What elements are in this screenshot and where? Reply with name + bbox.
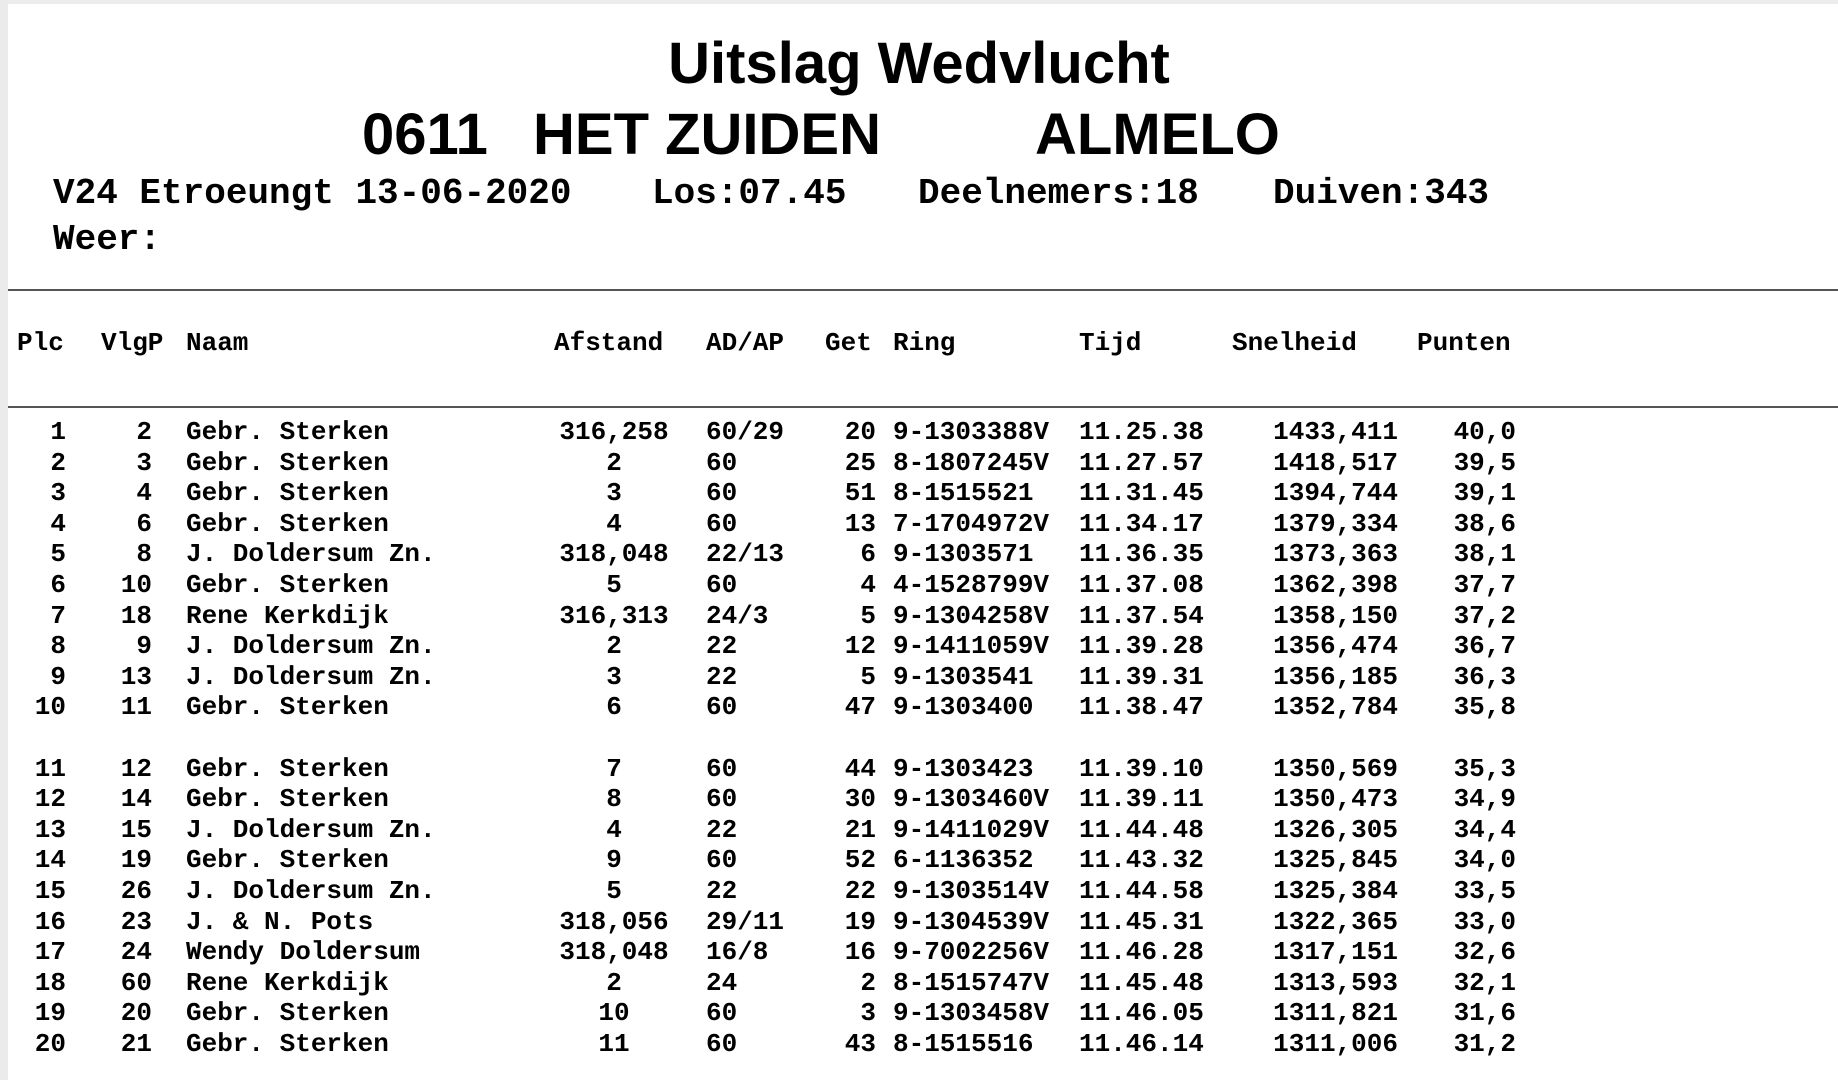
cell-punten: 35,3 bbox=[1453, 753, 1516, 784]
cell-plc: 9 bbox=[50, 661, 66, 692]
cell-plc: 11 bbox=[34, 753, 66, 784]
cell-plc: 18 bbox=[34, 967, 66, 998]
club-name: HET ZUIDEN bbox=[533, 102, 881, 167]
cell-tijd: 11.37.08 bbox=[1079, 569, 1204, 600]
cell-snelheid: 1394,744 bbox=[1273, 478, 1398, 509]
participants-count: Deelnemers:18 bbox=[918, 173, 1199, 214]
cell-vlgp: 18 bbox=[120, 600, 152, 631]
cell-get: 44 bbox=[844, 753, 876, 784]
cell-punten: 31,6 bbox=[1453, 998, 1516, 1029]
cell-vlgp: 60 bbox=[120, 967, 152, 998]
cell-vlgp: 11 bbox=[120, 692, 152, 723]
cell-snelheid: 1358,150 bbox=[1273, 600, 1398, 631]
cell-vlgp: 13 bbox=[120, 661, 152, 692]
table-row bbox=[0, 692, 1838, 723]
cell-plc: 12 bbox=[34, 784, 66, 815]
club-code: 0611 bbox=[362, 102, 488, 167]
cell-get: 13 bbox=[844, 508, 876, 539]
cell-ring: 8-1807245V bbox=[893, 447, 1050, 478]
cell-punten: 39,5 bbox=[1453, 447, 1516, 478]
cell-snelheid: 1317,151 bbox=[1273, 937, 1398, 968]
col-header-plc: Plc bbox=[17, 328, 64, 358]
cell-punten: 33,5 bbox=[1453, 875, 1516, 906]
cell-punten: 37,2 bbox=[1453, 600, 1516, 631]
cell-tijd: 11.39.11 bbox=[1079, 784, 1204, 815]
cell-afstand: 10 bbox=[598, 998, 630, 1029]
cell-ring: 6-1136352 bbox=[893, 845, 1034, 876]
table-divider bbox=[8, 406, 1838, 408]
table-row bbox=[0, 754, 1838, 785]
cell-tijd: 11.46.05 bbox=[1079, 998, 1204, 1029]
cell-tijd: 11.46.28 bbox=[1079, 937, 1204, 968]
cell-punten: 40,0 bbox=[1453, 417, 1516, 447]
cell-get: 22 bbox=[844, 875, 876, 906]
cell-adap: 22 bbox=[706, 661, 738, 692]
cell-afstand: 11 bbox=[598, 1028, 630, 1059]
cell-snelheid: 1373,363 bbox=[1273, 539, 1398, 570]
cell-snelheid: 1352,784 bbox=[1273, 692, 1398, 723]
table-row bbox=[0, 876, 1838, 907]
cell-adap: 24 bbox=[706, 967, 738, 998]
table-row bbox=[0, 998, 1838, 1029]
cell-tijd: 11.34.17 bbox=[1079, 508, 1204, 539]
cell-tijd: 11.44.48 bbox=[1079, 814, 1204, 845]
cell-vlgp: 21 bbox=[120, 1028, 152, 1059]
table-row bbox=[0, 448, 1838, 479]
cell-get: 6 bbox=[860, 539, 876, 570]
cell-naam: Gebr. Sterken bbox=[186, 845, 389, 876]
col-header-ring: Ring bbox=[893, 328, 956, 358]
cell-afstand: 8 bbox=[606, 784, 622, 815]
cell-tijd: 11.45.31 bbox=[1079, 906, 1204, 937]
cell-punten: 38,6 bbox=[1453, 508, 1516, 539]
cell-ring: 9-1303458V bbox=[893, 998, 1050, 1029]
cell-naam: J. & N. Pots bbox=[186, 906, 374, 937]
table-row bbox=[0, 570, 1838, 601]
cell-snelheid: 1325,845 bbox=[1273, 845, 1398, 876]
cell-plc: 13 bbox=[34, 814, 66, 845]
page-title: Uitslag Wedvlucht bbox=[668, 31, 1170, 96]
cell-adap: 60 bbox=[706, 998, 738, 1029]
table-row bbox=[0, 509, 1838, 540]
table-row bbox=[0, 662, 1838, 693]
cell-adap: 60 bbox=[706, 784, 738, 815]
cell-snelheid: 1350,569 bbox=[1273, 753, 1398, 784]
cell-tijd: 11.37.54 bbox=[1079, 600, 1204, 631]
cell-get: 20 bbox=[844, 417, 876, 447]
cell-naam: J. Doldersum Zn. bbox=[186, 661, 436, 692]
cell-get: 3 bbox=[860, 998, 876, 1029]
cell-adap: 60 bbox=[706, 447, 738, 478]
cell-ring: 9-1303423 bbox=[893, 753, 1034, 784]
cell-adap: 60 bbox=[706, 569, 738, 600]
cell-punten: 33,0 bbox=[1453, 906, 1516, 937]
cell-punten: 34,9 bbox=[1453, 784, 1516, 815]
table-row bbox=[0, 478, 1838, 509]
cell-ring: 9-1303541 bbox=[893, 661, 1034, 692]
cell-ring: 9-1303388V bbox=[893, 417, 1050, 447]
cell-naam: Gebr. Sterken bbox=[186, 447, 389, 478]
cell-punten: 39,1 bbox=[1453, 478, 1516, 509]
pigeons-count: Duiven:343 bbox=[1273, 173, 1490, 214]
cell-adap: 22 bbox=[706, 631, 738, 662]
table-row bbox=[0, 968, 1838, 999]
cell-naam: Gebr. Sterken bbox=[186, 478, 389, 509]
cell-plc: 17 bbox=[34, 937, 66, 968]
cell-plc: 19 bbox=[34, 998, 66, 1029]
cell-punten: 34,0 bbox=[1453, 845, 1516, 876]
col-header-get: Get bbox=[825, 328, 872, 358]
cell-afstand: 2 bbox=[606, 967, 622, 998]
cell-ring: 4-1528799V bbox=[893, 569, 1050, 600]
cell-ring: 9-1411029V bbox=[893, 814, 1050, 845]
cell-adap: 29/11 bbox=[706, 906, 785, 937]
table-row bbox=[0, 845, 1838, 876]
cell-ring: 9-1411059V bbox=[893, 631, 1050, 662]
document-top-border bbox=[0, 0, 1838, 4]
cell-punten: 32,6 bbox=[1453, 937, 1516, 968]
cell-vlgp: 24 bbox=[120, 937, 152, 968]
cell-adap: 60 bbox=[706, 1028, 738, 1059]
col-header-punten: Punten bbox=[1417, 328, 1511, 358]
cell-naam: Gebr. Sterken bbox=[186, 784, 389, 815]
cell-ring: 9-1303460V bbox=[893, 784, 1050, 815]
cell-tijd: 11.39.10 bbox=[1079, 753, 1204, 784]
cell-vlgp: 14 bbox=[120, 784, 152, 815]
cell-vlgp: 10 bbox=[120, 569, 152, 600]
cell-naam: Gebr. Sterken bbox=[186, 508, 389, 539]
cell-plc: 2 bbox=[50, 447, 66, 478]
cell-afstand: 6 bbox=[606, 692, 622, 723]
cell-adap: 22 bbox=[706, 814, 738, 845]
cell-tijd: 11.39.28 bbox=[1079, 631, 1204, 662]
cell-plc: 14 bbox=[34, 845, 66, 876]
cell-snelheid: 1325,384 bbox=[1273, 875, 1398, 906]
table-row bbox=[0, 815, 1838, 846]
cell-adap: 60/29 bbox=[706, 417, 785, 447]
col-header-snelheid: Snelheid bbox=[1232, 328, 1357, 358]
cell-vlgp: 3 bbox=[136, 447, 152, 478]
cell-get: 12 bbox=[844, 631, 876, 662]
cell-ring: 9-1303514V bbox=[893, 875, 1050, 906]
weather-label: Weer: bbox=[53, 219, 162, 260]
col-header-tijd: Tijd bbox=[1079, 328, 1142, 358]
cell-ring: 9-1304258V bbox=[893, 600, 1050, 631]
cell-ring: 9-1303571 bbox=[893, 539, 1034, 570]
cell-get: 47 bbox=[844, 692, 876, 723]
header-divider bbox=[8, 289, 1838, 291]
cell-adap: 22 bbox=[706, 875, 738, 906]
table-row bbox=[0, 417, 1838, 448]
cell-tijd: 11.39.31 bbox=[1079, 661, 1204, 692]
cell-plc: 5 bbox=[50, 539, 66, 570]
cell-naam: Rene Kerkdijk bbox=[186, 967, 389, 998]
cell-snelheid: 1418,517 bbox=[1273, 447, 1398, 478]
cell-vlgp: 19 bbox=[120, 845, 152, 876]
cell-snelheid: 1322,365 bbox=[1273, 906, 1398, 937]
cell-afstand: 9 bbox=[606, 845, 622, 876]
cell-vlgp: 26 bbox=[120, 875, 152, 906]
cell-snelheid: 1311,821 bbox=[1273, 998, 1398, 1029]
table-row bbox=[0, 631, 1838, 662]
cell-punten: 32,1 bbox=[1453, 967, 1516, 998]
col-header-naam: Naam bbox=[186, 328, 249, 358]
cell-snelheid: 1362,398 bbox=[1273, 569, 1398, 600]
cell-snelheid: 1350,473 bbox=[1273, 784, 1398, 815]
cell-vlgp: 2 bbox=[136, 417, 152, 447]
cell-get: 4 bbox=[860, 569, 876, 600]
cell-adap: 60 bbox=[706, 692, 738, 723]
cell-naam: J. Doldersum Zn. bbox=[186, 814, 436, 845]
cell-ring: 8-1515516 bbox=[893, 1028, 1034, 1059]
cell-tijd: 11.44.58 bbox=[1079, 875, 1204, 906]
cell-get: 52 bbox=[844, 845, 876, 876]
cell-afstand: 318,048 bbox=[559, 937, 669, 968]
cell-plc: 10 bbox=[34, 692, 66, 723]
cell-tijd: 11.43.32 bbox=[1079, 845, 1204, 876]
cell-vlgp: 4 bbox=[136, 478, 152, 509]
release-time: Los:07.45 bbox=[652, 173, 847, 214]
cell-naam: J. Doldersum Zn. bbox=[186, 631, 436, 662]
cell-punten: 34,4 bbox=[1453, 814, 1516, 845]
cell-punten: 35,8 bbox=[1453, 692, 1516, 723]
cell-get: 5 bbox=[860, 661, 876, 692]
cell-adap: 60 bbox=[706, 753, 738, 784]
cell-vlgp: 8 bbox=[136, 539, 152, 570]
cell-plc: 6 bbox=[50, 569, 66, 600]
cell-plc: 1 bbox=[50, 417, 66, 447]
cell-plc: 16 bbox=[34, 906, 66, 937]
cell-ring: 9-1304539V bbox=[893, 906, 1050, 937]
table-row bbox=[0, 1029, 1838, 1060]
cell-naam: Gebr. Sterken bbox=[186, 417, 389, 447]
cell-snelheid: 1356,185 bbox=[1273, 661, 1398, 692]
cell-ring: 8-1515521 bbox=[893, 478, 1034, 509]
cell-afstand: 5 bbox=[606, 875, 622, 906]
cell-afstand: 4 bbox=[606, 508, 622, 539]
cell-get: 5 bbox=[860, 600, 876, 631]
cell-adap: 22/13 bbox=[706, 539, 785, 570]
cell-punten: 36,3 bbox=[1453, 661, 1516, 692]
cell-punten: 36,7 bbox=[1453, 631, 1516, 662]
cell-plc: 20 bbox=[34, 1028, 66, 1059]
cell-adap: 16/8 bbox=[706, 937, 769, 968]
cell-plc: 8 bbox=[50, 631, 66, 662]
cell-afstand: 2 bbox=[606, 447, 622, 478]
cell-vlgp: 15 bbox=[120, 814, 152, 845]
cell-get: 2 bbox=[860, 967, 876, 998]
cell-afstand: 3 bbox=[606, 478, 622, 509]
cell-snelheid: 1379,334 bbox=[1273, 508, 1398, 539]
cell-punten: 38,1 bbox=[1453, 539, 1516, 570]
cell-tijd: 11.45.48 bbox=[1079, 967, 1204, 998]
cell-adap: 24/3 bbox=[706, 600, 769, 631]
cell-punten: 37,7 bbox=[1453, 569, 1516, 600]
cell-ring: 7-1704972V bbox=[893, 508, 1050, 539]
cell-punten: 31,2 bbox=[1453, 1028, 1516, 1059]
table-row bbox=[0, 937, 1838, 968]
col-header-afstand: Afstand bbox=[554, 328, 664, 358]
cell-afstand: 7 bbox=[606, 753, 622, 784]
cell-get: 43 bbox=[844, 1028, 876, 1059]
cell-naam: Gebr. Sterken bbox=[186, 998, 389, 1029]
cell-ring: 9-1303400 bbox=[893, 692, 1034, 723]
cell-plc: 7 bbox=[50, 600, 66, 631]
cell-plc: 3 bbox=[50, 478, 66, 509]
club-place: ALMELO bbox=[1035, 102, 1280, 167]
cell-get: 16 bbox=[844, 937, 876, 968]
cell-vlgp: 23 bbox=[120, 906, 152, 937]
cell-naam: Gebr. Sterken bbox=[186, 692, 389, 723]
cell-snelheid: 1326,305 bbox=[1273, 814, 1398, 845]
table-row bbox=[0, 907, 1838, 938]
cell-get: 30 bbox=[844, 784, 876, 815]
cell-vlgp: 20 bbox=[120, 998, 152, 1029]
table-row bbox=[0, 539, 1838, 570]
cell-naam: Wendy Doldersum bbox=[186, 937, 421, 968]
cell-adap: 60 bbox=[706, 845, 738, 876]
cell-adap: 60 bbox=[706, 478, 738, 509]
cell-afstand: 318,056 bbox=[559, 906, 669, 937]
cell-afstand: 316,258 bbox=[559, 417, 669, 447]
cell-get: 51 bbox=[844, 478, 876, 509]
cell-adap: 60 bbox=[706, 508, 738, 539]
table-row bbox=[0, 601, 1838, 632]
cell-tijd: 11.31.45 bbox=[1079, 478, 1204, 509]
cell-plc: 4 bbox=[50, 508, 66, 539]
results-table bbox=[0, 417, 1838, 1059]
cell-get: 25 bbox=[844, 447, 876, 478]
cell-afstand: 318,048 bbox=[559, 539, 669, 570]
cell-naam: Rene Kerkdijk bbox=[186, 600, 389, 631]
cell-afstand: 316,313 bbox=[559, 600, 669, 631]
cell-afstand: 2 bbox=[606, 631, 622, 662]
race-info: V24 Etroeungt 13-06-2020 bbox=[53, 173, 572, 214]
cell-vlgp: 12 bbox=[120, 753, 152, 784]
cell-ring: 9-7002256V bbox=[893, 937, 1050, 968]
cell-naam: J. Doldersum Zn. bbox=[186, 539, 436, 570]
cell-snelheid: 1433,411 bbox=[1273, 417, 1398, 447]
cell-tijd: 11.38.47 bbox=[1079, 692, 1204, 723]
table-row bbox=[0, 784, 1838, 815]
cell-ring: 8-1515747V bbox=[893, 967, 1050, 998]
cell-tijd: 11.36.35 bbox=[1079, 539, 1204, 570]
col-header-vlgp: VlgP bbox=[101, 328, 164, 358]
cell-naam: Gebr. Sterken bbox=[186, 1028, 389, 1059]
cell-get: 21 bbox=[844, 814, 876, 845]
cell-snelheid: 1311,006 bbox=[1273, 1028, 1398, 1059]
cell-afstand: 5 bbox=[606, 569, 622, 600]
cell-tijd: 11.27.57 bbox=[1079, 447, 1204, 478]
cell-snelheid: 1313,593 bbox=[1273, 967, 1398, 998]
cell-tijd: 11.25.38 bbox=[1079, 417, 1204, 447]
cell-get: 19 bbox=[844, 906, 876, 937]
cell-afstand: 4 bbox=[606, 814, 622, 845]
cell-naam: Gebr. Sterken bbox=[186, 753, 389, 784]
cell-snelheid: 1356,474 bbox=[1273, 631, 1398, 662]
cell-naam: Gebr. Sterken bbox=[186, 569, 389, 600]
cell-naam: J. Doldersum Zn. bbox=[186, 875, 436, 906]
cell-vlgp: 6 bbox=[136, 508, 152, 539]
cell-afstand: 3 bbox=[606, 661, 622, 692]
cell-tijd: 11.46.14 bbox=[1079, 1028, 1204, 1059]
cell-vlgp: 9 bbox=[136, 631, 152, 662]
cell-plc: 15 bbox=[34, 875, 66, 906]
col-header-adap: AD/AP bbox=[706, 328, 785, 358]
